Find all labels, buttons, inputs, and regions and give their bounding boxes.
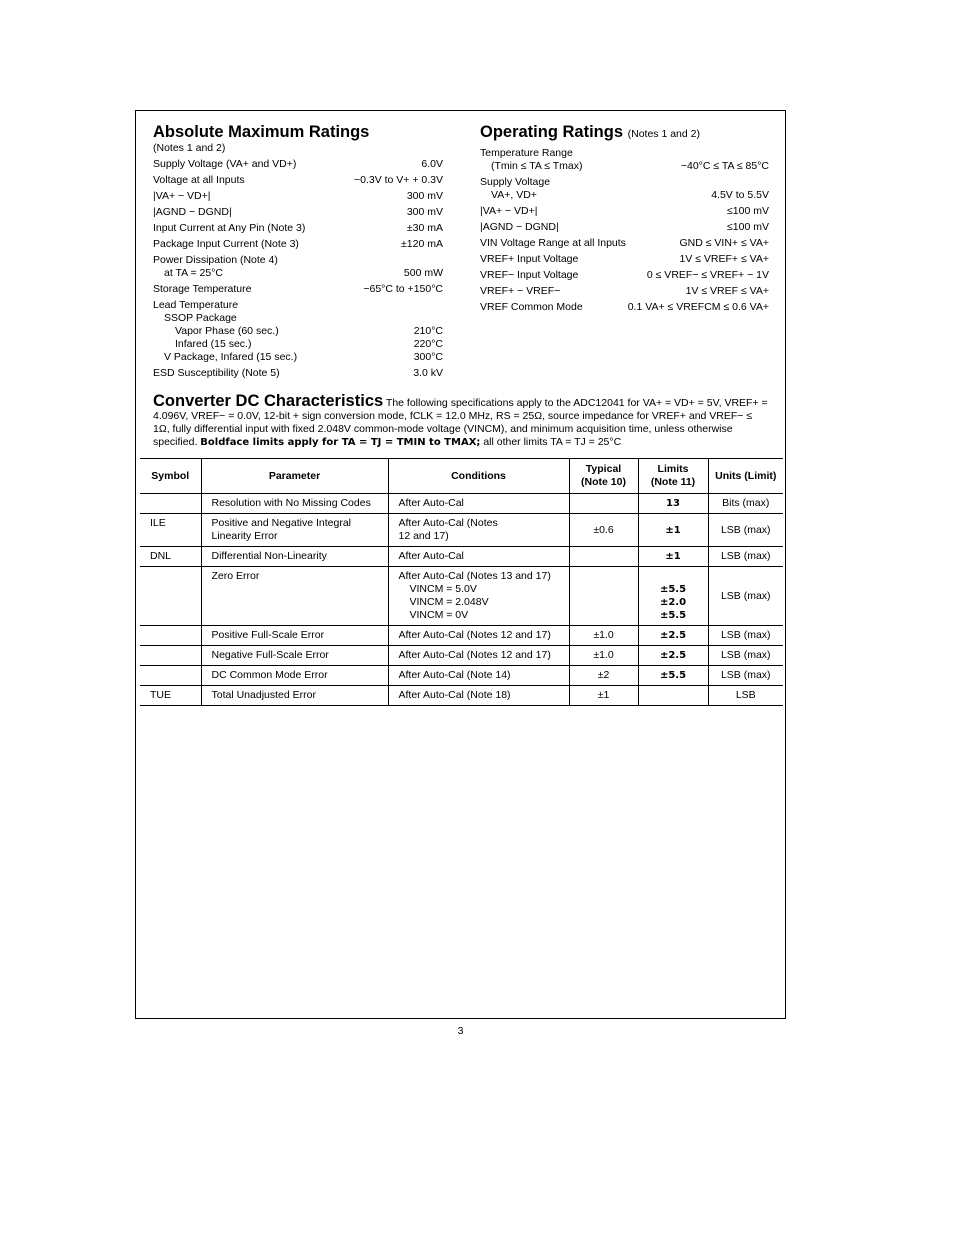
cell-limits: ±1 <box>638 514 708 547</box>
amr-value: −0.3V to V+ + 0.3V <box>353 174 443 186</box>
opr-label: VREF+ − VREF− <box>480 285 561 297</box>
cell-typical: ±1.0 <box>569 646 638 666</box>
opr-value: −40°C ≤ TA ≤ 85°C <box>680 160 769 172</box>
absolute-maximum-ratings <box>153 122 443 380</box>
amr-label: Vapor Phase (60 sec.) <box>175 325 279 337</box>
condition-sub: VINCM = 5.0V <box>409 583 477 595</box>
cell-typical: ±2 <box>569 666 638 686</box>
cell-limits: ±1 <box>638 547 708 567</box>
amr-row <box>153 174 443 187</box>
opr-label: |AGND − DGND| <box>480 221 559 233</box>
cell-units: LSB (max) <box>708 567 783 626</box>
opr-row <box>480 160 769 173</box>
table-row <box>140 686 783 706</box>
amr-row <box>153 299 443 312</box>
cell-parameter: Negative Full-Scale Error <box>201 646 388 666</box>
amr-notes: (Notes 1 and 2) <box>153 142 226 154</box>
dc-boldface-note: Boldface limits apply for TA = TJ = TMIN to TMAX; <box>200 437 481 448</box>
cell-typical: ±1 <box>569 686 638 706</box>
amr-value: 220°C <box>413 338 443 350</box>
amr-row <box>153 254 443 267</box>
cell-symbol <box>140 567 201 626</box>
opr-label: VREF+ Input Voltage <box>480 253 579 265</box>
header-conditions: Conditions <box>388 459 569 494</box>
limit-value: ±2.0 <box>659 597 687 608</box>
cell-limits: ±2.5 <box>638 626 708 646</box>
operating-ratings <box>480 122 769 314</box>
opr-label: Supply Voltage <box>480 176 551 188</box>
header-symbol: Symbol <box>140 459 201 494</box>
cell-conditions: After Auto-Cal (Notes 12 and 17) <box>388 646 569 666</box>
header-parameter: Parameter <box>201 459 388 494</box>
amr-row <box>153 283 443 296</box>
cell-units: LSB (max) <box>708 626 783 646</box>
opr-row <box>480 285 769 298</box>
opr-value: GND ≤ VIN+ ≤ VA+ <box>679 237 769 249</box>
opr-notes: (Notes 1 and 2) <box>627 128 700 140</box>
limit-value: ±5.5 <box>659 584 687 595</box>
cell-typical <box>569 547 638 567</box>
cell-parameter: Positive Full-Scale Error <box>201 626 388 646</box>
amr-row <box>153 312 443 325</box>
cell-parameter: Differential Non-Linearity <box>201 547 388 567</box>
amr-label: SSOP Package <box>164 312 237 324</box>
cell-typical <box>569 494 638 514</box>
amr-row <box>153 190 443 203</box>
amr-label: Infared (15 sec.) <box>175 338 252 350</box>
opr-label: |VA+ − VD+| <box>480 205 538 217</box>
table-header-row <box>140 459 783 494</box>
amr-label: Lead Temperature <box>153 299 239 311</box>
opr-value: 1V ≤ VREF ≤ VA+ <box>685 285 769 297</box>
cell-symbol <box>140 494 201 514</box>
dc-tail-text: all other limits TA = TJ = 25°C <box>483 436 622 448</box>
opr-row <box>480 253 769 266</box>
cell-parameter: Zero Error <box>201 567 388 626</box>
opr-label: VREF− Input Voltage <box>480 269 579 281</box>
table-row <box>140 547 783 567</box>
cell-parameter: DC Common Mode Error <box>201 666 388 686</box>
cell-conditions <box>388 567 569 626</box>
amr-label: |VA+ − VD+| <box>153 190 211 202</box>
cell-limits <box>638 686 708 706</box>
cell-units: LSB (max) <box>708 514 783 547</box>
opr-value: ≤100 mV <box>727 221 769 233</box>
cell-conditions: After Auto-Cal (Notes 12 and 17) <box>388 514 569 547</box>
opr-row <box>480 205 769 218</box>
cell-symbol: TUE <box>140 686 201 706</box>
opr-value: ≤100 mV <box>727 205 769 217</box>
cell-typical: ±1.0 <box>569 626 638 646</box>
opr-label: VREF Common Mode <box>480 301 583 313</box>
header-limits: Limits (Note 11) <box>638 459 708 494</box>
amr-row <box>153 325 443 338</box>
amr-label: V Package, Infared (15 sec.) <box>164 351 298 363</box>
opr-value: 1V ≤ VREF+ ≤ VA+ <box>679 253 769 265</box>
cell-units: LSB (max) <box>708 547 783 567</box>
cell-typical <box>569 567 638 626</box>
cell-symbol <box>140 626 201 646</box>
cell-conditions: After Auto-Cal (Notes 12 and 17) <box>388 626 569 646</box>
condition-sub: VINCM = 2.048V <box>409 596 489 608</box>
amr-value: 210°C <box>413 325 443 337</box>
amr-row <box>153 206 443 219</box>
opr-row <box>480 301 769 314</box>
amr-label: Supply Voltage (VA+ and VD+) <box>153 158 297 170</box>
amr-title: Absolute Maximum Ratings <box>153 123 370 141</box>
cell-parameter: Positive and Negative Integral Linearity Error <box>201 514 388 547</box>
cell-symbol: ILE <box>140 514 201 547</box>
limit-value: ±5.5 <box>659 610 687 621</box>
amr-value: 3.0 kV <box>413 367 443 379</box>
table-row <box>140 626 783 646</box>
cell-limits: 13 <box>638 494 708 514</box>
cell-conditions: After Auto-Cal (Note 14) <box>388 666 569 686</box>
table-row <box>140 494 783 514</box>
table-row <box>140 567 783 626</box>
condition-sub: VINCM = 0V <box>409 609 469 621</box>
opr-label: VA+, VD+ <box>491 189 537 201</box>
opr-value: 0.1 VA+ ≤ VREFCM ≤ 0.6 VA+ <box>627 301 769 313</box>
cell-parameter: Total Unadjusted Error <box>201 686 388 706</box>
cell-symbol <box>140 646 201 666</box>
dc-characteristics-table <box>140 458 783 706</box>
cell-units: LSB (max) <box>708 646 783 666</box>
amr-row <box>153 351 443 364</box>
dc-title: Converter DC Characteristics <box>153 392 384 410</box>
amr-label: Package Input Current (Note 3) <box>153 238 299 250</box>
table-row <box>140 646 783 666</box>
amr-value: 300°C <box>413 351 443 363</box>
amr-row <box>153 238 443 251</box>
opr-label: Temperature Range <box>480 147 573 159</box>
amr-value: 500 mW <box>403 267 443 279</box>
amr-value: 300 mV <box>406 190 443 202</box>
cell-conditions: After Auto-Cal <box>388 547 569 567</box>
opr-title: Operating Ratings <box>480 123 624 141</box>
amr-value: 300 mV <box>406 206 443 218</box>
amr-row <box>153 338 443 351</box>
opr-value: 0 ≤ VREF− ≤ VREF+ − 1V <box>646 269 769 281</box>
table-row <box>140 514 783 547</box>
amr-value: ±120 mA <box>401 238 443 250</box>
opr-row <box>480 221 769 234</box>
cell-conditions: After Auto-Cal <box>388 494 569 514</box>
amr-label: Voltage at all Inputs <box>153 174 245 186</box>
amr-label: Power Dissipation (Note 4) <box>153 254 278 266</box>
opr-row <box>480 147 769 160</box>
amr-label: |AGND − DGND| <box>153 206 232 218</box>
amr-row <box>153 158 443 171</box>
opr-value: 4.5V to 5.5V <box>711 189 769 201</box>
dc-characteristics-intro <box>153 392 770 449</box>
amr-value: ±30 mA <box>406 222 443 234</box>
amr-label: at TA = 25°C <box>164 267 223 279</box>
table-row <box>140 666 783 686</box>
amr-row <box>153 222 443 235</box>
opr-row <box>480 237 769 250</box>
amr-label: Storage Temperature <box>153 283 252 295</box>
cell-units: Bits (max) <box>708 494 783 514</box>
cell-conditions: After Auto-Cal (Note 18) <box>388 686 569 706</box>
amr-row <box>153 367 443 380</box>
cell-symbol <box>140 666 201 686</box>
opr-row <box>480 269 769 282</box>
condition-main: After Auto-Cal (Notes 13 and 17) <box>398 570 551 582</box>
cell-limits: ±2.5 <box>638 646 708 666</box>
amr-row <box>153 267 443 280</box>
cell-limits <box>638 567 708 626</box>
cell-limits: ±5.5 <box>638 666 708 686</box>
header-typical: Typical (Note 10) <box>569 459 638 494</box>
amr-label: Input Current at Any Pin (Note 3) <box>153 222 306 234</box>
cell-parameter: Resolution with No Missing Codes <box>201 494 388 514</box>
opr-label: VIN Voltage Range at all Inputs <box>480 237 626 249</box>
opr-label: (Tmin ≤ TA ≤ Tmax) <box>491 160 583 172</box>
amr-label: ESD Susceptibility (Note 5) <box>153 367 280 379</box>
page-number: 3 <box>457 1025 464 1037</box>
cell-symbol: DNL <box>140 547 201 567</box>
header-units: Units (Limit) <box>708 459 783 494</box>
amr-value: 6.0V <box>421 158 443 170</box>
cell-units: LSB <box>708 686 783 706</box>
cell-typical: ±0.6 <box>569 514 638 547</box>
amr-value: −65°C to +150°C <box>363 283 443 295</box>
cell-units: LSB (max) <box>708 666 783 686</box>
opr-row <box>480 189 769 202</box>
opr-row <box>480 176 769 189</box>
dc-intro-text: The following specifications apply to the ADC12041 for VA+ = VD+ = 5V, VREF+ = 4.096V, VREF− = 0.0V, 12-bit + sign conversion mode, fCLK = 12.0 MHz, RS = 25Ω, source impedance for VREF+ and VREF− ≤ 1Ω, fully differential input with fixed 2.048V common-mode voltage (VINCM), and minimum acquisition time, unless otherwise specified. <box>153 397 768 448</box>
